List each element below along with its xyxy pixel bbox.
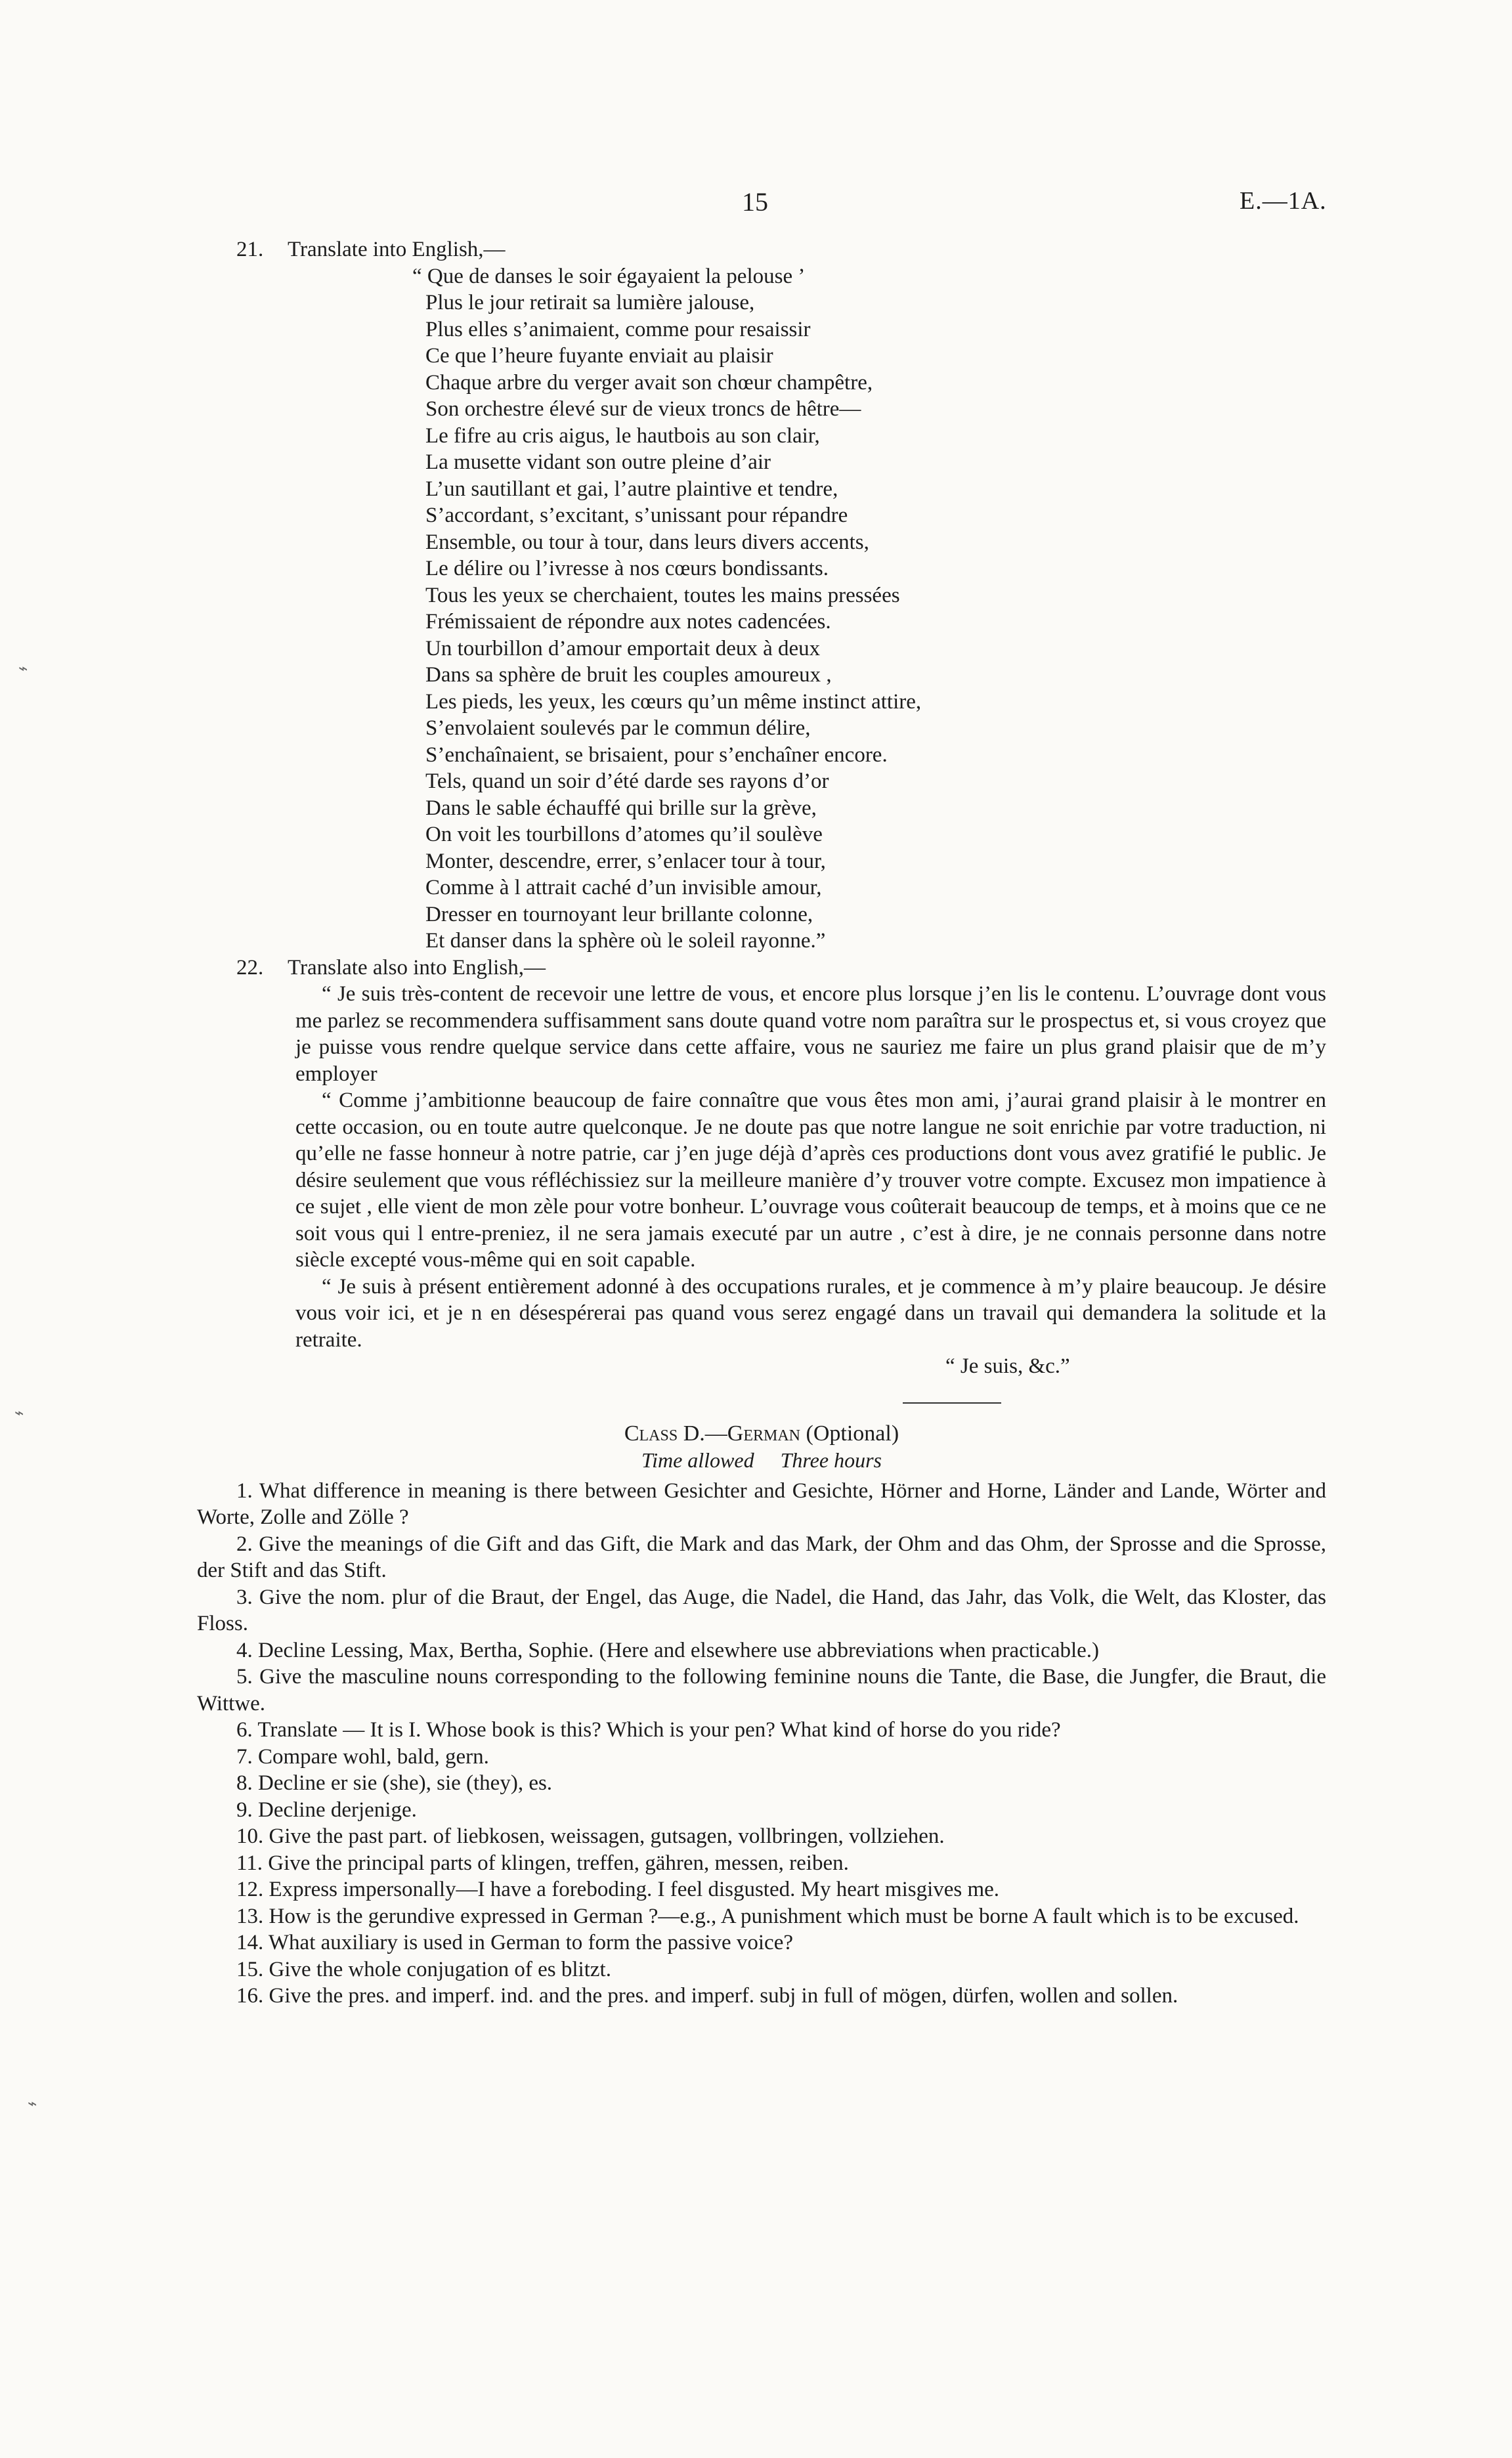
poem-line: L’un sautillant et gai, l’autre plaintive et tendre, [425, 477, 838, 501]
question-22-heading: 22. Translate also into English,— [236, 955, 546, 980]
french-prose [236, 981, 1326, 1353]
poem-line: Tous les yeux se cherchaient, toutes les mains pressées [425, 583, 900, 607]
french-poem [236, 263, 1326, 955]
poem-line: Dans sa sphère de bruit les couples amoureux , [425, 663, 832, 687]
margin-mark: ⌁ [14, 1405, 24, 1422]
poem-line: Et danser dans la sphère où le soleil rayonne.” [425, 929, 826, 953]
german-question: 10. Give the past part. of liebkosen, weissagen, gutsagen, vollbringen, vollziehen. [236, 1824, 945, 1848]
prose-paragraph: “ Je suis à présent entièrement adonné à des occupations rurales, et je commence à m’y plaire beaucoup. Je désire vous voir ici, et je n en désespérerai pas quand vous serez engagé dans un travail qui demandera la solitude et la retraite. [295, 1274, 1326, 1352]
poem-line: S’envolaient soulevés par le commun délire, [425, 716, 811, 740]
german-question: 3. Give the nom. plur of die Braut, der Engel, das Auge, die Nadel, die Hand, das Jahr, das Volk, die Welt, das Kloster, das Floss. [197, 1585, 1326, 1635]
german-question: 8. Decline er sie (she), sie (they), es. [236, 1771, 553, 1795]
german-question: 9. Decline derjenige. [236, 1798, 417, 1822]
question-21-heading: 21. Translate into English,— [236, 238, 506, 261]
margin-mark: ⌁ [18, 660, 28, 678]
poem-line: Monter, descendre, errer, s’enlacer tour à tour, [425, 849, 826, 873]
margin-mark: ⌁ [28, 2096, 37, 2113]
german-question: 13. How is the gerundive expressed in German ?—e.g., A punishment which must be borne A fault which is to be excused. [236, 1904, 1299, 1928]
poem-line: Son orchestre élevé sur de vieux troncs de hêtre— [425, 397, 861, 421]
page-number: 15 [742, 187, 768, 217]
german-question: 2. Give the meanings of die Gift and das Gift, die Mark and das Mark, der Ohm and das Ohm, der Sprosse and die Sprosse, der Stift and das Stift. [197, 1532, 1326, 1582]
poem-line: Le délire ou l’ivresse à nos cœurs bondissants. [425, 557, 829, 580]
german-question: 11. Give the principal parts of klingen, treffen, gähren, messen, reiben. [236, 1851, 849, 1875]
letter-closing: “ Je suis, &c.” [945, 1354, 1070, 1378]
page-header [0, 186, 1512, 219]
german-question: 6. Translate — It is I. Whose book is this? Which is your pen? What kind of horse do you ride? [236, 1718, 1061, 1742]
poem-line: Ensemble, ou tour à tour, dans leurs divers accents, [425, 530, 869, 554]
poem-line: Plus elles s’animaient, comme pour resaissir [425, 317, 811, 341]
poem-line: Plus le jour retirait sa lumière jalouse, [425, 291, 755, 314]
section-title: Class D.—German (Optional) [624, 1421, 899, 1446]
prose-paragraph: “ Je suis très-content de recevoir une lettre de vous, et encore plus lorsque j’en lis le contenu. L’ouvrage dont vous me parlez se recommendera suffisamment sans doute quand votre nom paraîtra sur le prospectus et, si vous croyez que je puisse vous rendre quelque service dans cette affaire, vous ne sauriez me faire un plus grand plaisir que de m’y employer [295, 982, 1326, 1086]
poem-line: Chaque arbre du verger avait son chœur champêtre, [425, 370, 873, 395]
german-question: 1. What difference in meaning is there between Gesichter and Gesichte, Hörner and Horne, Länder and Lande, Wörter and Worte, Zolle and Zölle ? [197, 1478, 1326, 1529]
poem-line: Le fifre au cris aigus, le hautbois au son clair, [425, 423, 820, 448]
german-question: 7. Compare wohl, bald, gern. [236, 1744, 489, 1769]
german-questions [197, 1478, 1326, 2010]
poem-line: Frémissaient de répondre aux notes cadencées. [425, 610, 831, 634]
poem-line: Tels, quand un soir d’été darde ses rayons d’or [425, 769, 829, 793]
poem-line: On voit les tourbillons d’atomes qu’il soulève [425, 823, 823, 846]
german-question: 4. Decline Lessing, Max, Bertha, Sophie. (Here and elsewhere use abbreviations when practicable.) [236, 1638, 1100, 1662]
poem-line: S’accordant, s’excitant, s’unissant pour répandre [425, 504, 848, 527]
page-body [197, 236, 1326, 2010]
poem-line: S’enchaînaient, se brisaient, pour s’enchaîner encore. [425, 743, 888, 767]
german-question: 5. Give the masculine nouns corresponding to the following feminine nouns die Tante, die Base, die Jungfer, die Braut, die Wittwe. [197, 1665, 1326, 1715]
time-allowed: Time allowed Three hours [641, 1448, 882, 1472]
series-code: E.—1A. [1240, 187, 1327, 215]
poem-line: “ Que de danses le soir égayaient la pelouse ’ [412, 264, 806, 288]
poem-line: Dresser en tournoyant leur brillante colonne, [425, 902, 813, 926]
german-question: 16. Give the pres. and imperf. ind. and the pres. and imperf. subj in full of mögen, dürfen, wollen and sollen. [236, 1984, 1178, 2008]
poem-line: Comme à l attrait caché d’un invisible amour, [425, 876, 822, 899]
german-question: 12. Express impersonally—I have a foreboding. I feel disgusted. My heart misgives me. [236, 1878, 1000, 1901]
prose-paragraph: “ Comme j’ambitionne beaucoup de faire connaître que vous êtes mon ami, j’aurai grand plaisir à le montrer en cette occasion, ou en toute autre quelconque. Je ne doute pas que notre langue ne soit enrichie par votre traduction, ni qu’elle ne fasse honneur à notre patrie, car j’en juge déjà d’après ces productions dont vous avez gratifié le public. Je désire seulement que vous réfléchissiez sur la meilleure manière d’y trouver votre compte. Excusez mon impatience à ce sujet , elle vient de mon zèle pour votre bonheur. L’ouvrage vous coûterait beaucoup de temps, et à moins que ce ne soit vous qui l entre-preniez, il ne sera jamais executé par un autre , c’est à dire, je ne connais personne dans notre siècle excepté vous-même qui en soit capable. [295, 1089, 1326, 1272]
german-question: 14. What auxiliary is used in German to form the passive voice? [236, 1931, 793, 1954]
poem-line: La musette vidant son outre pleine d’air [425, 450, 771, 474]
poem-line: Dans le sable échauffé qui brille sur la grève, [425, 796, 817, 820]
poem-line: Les pieds, les yeux, les cœurs qu’un même instinct attire, [425, 689, 922, 714]
section-divider [903, 1402, 1001, 1404]
poem-line: Un tourbillon d’amour emportait deux à deux [425, 636, 821, 660]
german-question: 15. Give the whole conjugation of es blitzt. [236, 1957, 611, 1981]
poem-line: Ce que l’heure fuyante enviait au plaisir [425, 344, 773, 368]
